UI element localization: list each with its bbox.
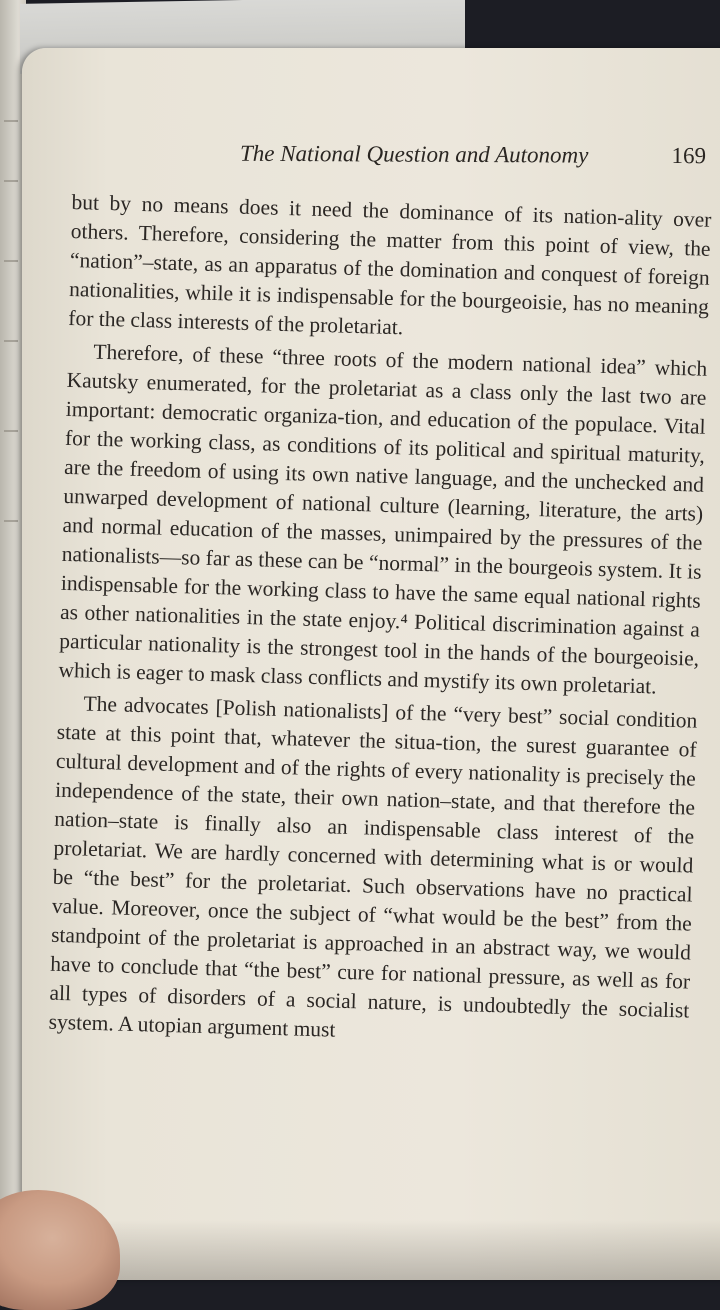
paragraph: Therefore, of these “three roots of the modern national idea” which Kautsky enumerated, for the proletariat as a class only the last two are important: democratic organiza-tion, and education of the populace. Vital for the working class, as conditions of its political and spiritual maturity, are the freedom of using its own native language, and the unchecked and unwarped development of national culture (learning, literature, the arts) and normal education of the masses, unimpaired by the pressures of the nationalists—so far as these can be “normal” in the bourgeois system. It is indispensable for the working class to have the same equal national rights as other nationalities in the state enjoy.⁴ Political discrimination against a particular nationality is the strongest tool in the hands of the bourgeoisie, which is eager to mask class conflicts and mystify its own proletariat. xyxy=(58,339,708,699)
paragraph: but by no means does it need the dominance of its nation-ality over others. Therefore, considering the matter from this point of view, the “nation”–state, as an apparatus of the domination and conquest of foreign nationalities, while it is indispensable for the bourgeoisie, has no meaning for the class interests of the proletariat. xyxy=(68,189,712,340)
body-text xyxy=(48,188,711,1055)
running-title: The National Question and Autonomy xyxy=(239,140,589,168)
page-number: 169 xyxy=(671,143,707,169)
paragraph: The advocates [Polish nationalists] of the “very best” social condition state at this point that, whatever the situa-tion, the surest guarantee of cultural development and of the rights of every nationality is precisely the independence of the state, their own nation–state, and that therefore the nation–state is finally also an indispensable class interest of the proletariat. We are hardly concerned with determining what is or would be “the best” for the proletariat. Such observations have no practical value. Moreover, once the subject of “what would be the best” from the standpoint of the proletariat is approached in an abstract way, we would have to conclude that “the best” cure for national pressure, as well as for all types of disorders of a social nature, is undoubtedly the socialist system. A utopian argument must xyxy=(48,691,698,1042)
running-header xyxy=(240,141,710,169)
page-shadow xyxy=(22,1220,720,1280)
